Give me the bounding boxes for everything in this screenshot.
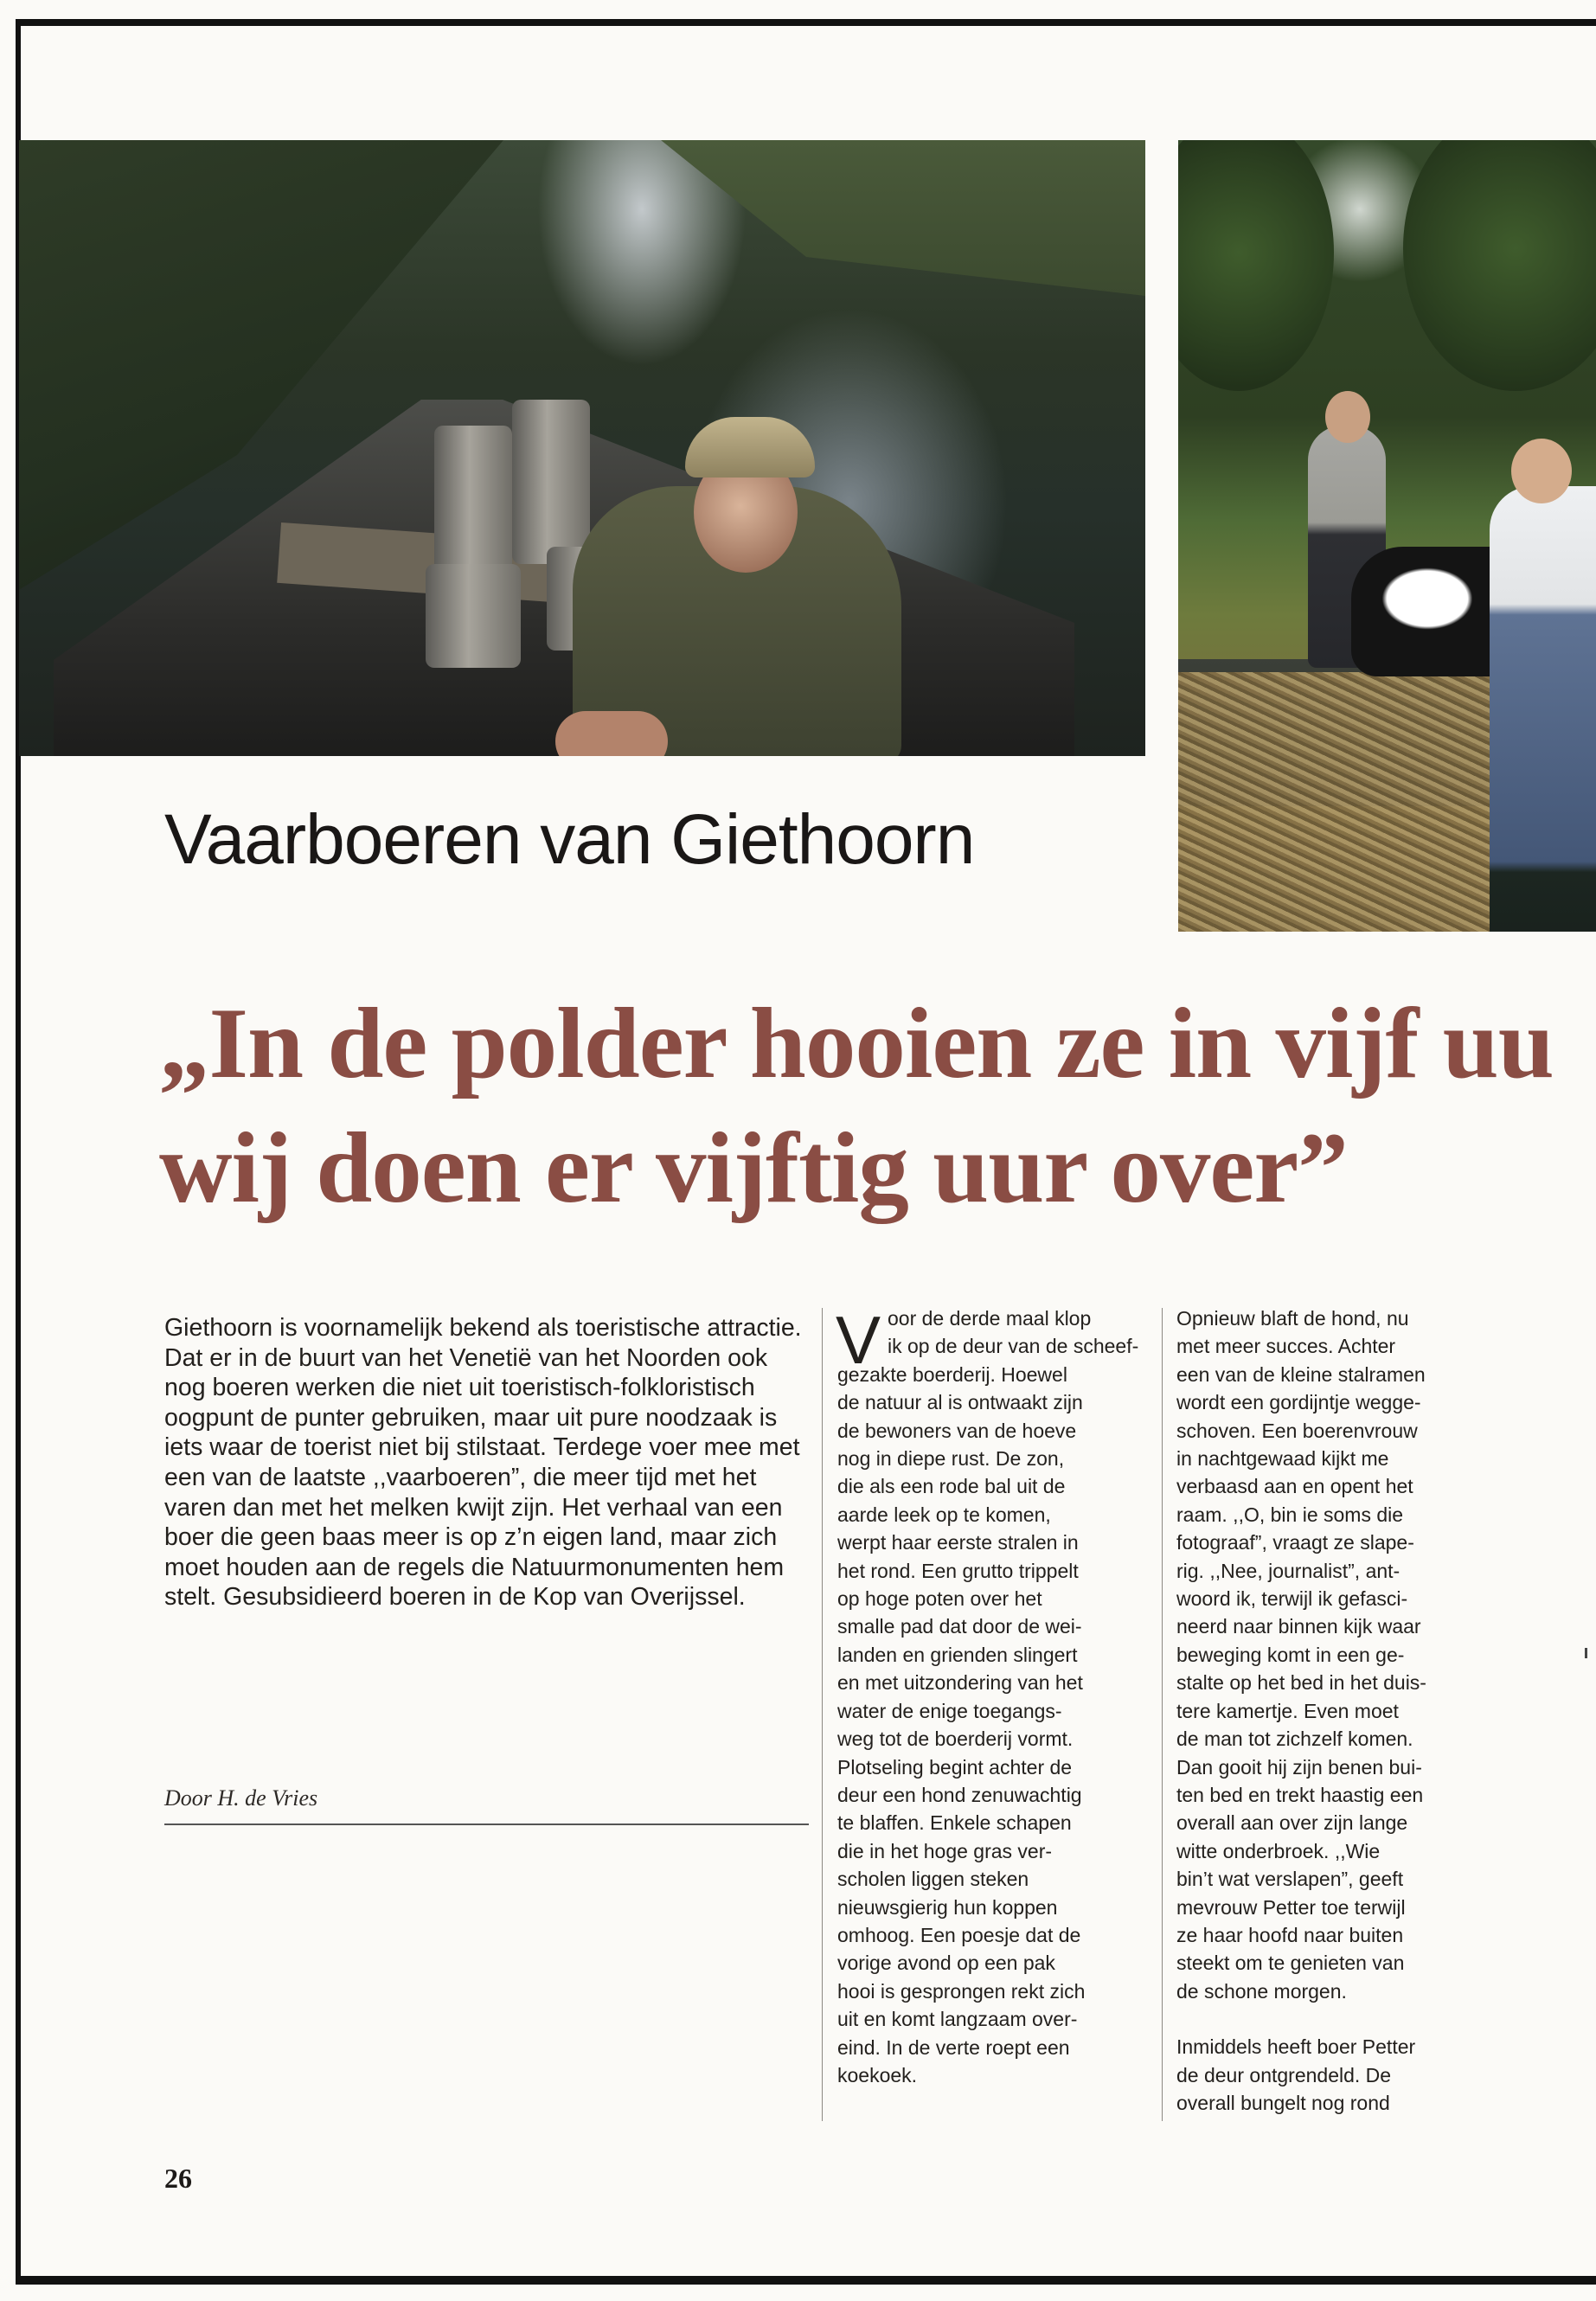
column-line: de natuur al is ontwaakt zijn	[837, 1391, 1083, 1414]
column-line: ze haar hoofd naar buiten	[1176, 1923, 1404, 1946]
photo-farmers-with-cow	[1178, 140, 1596, 932]
column-line: het rond. Een grutto trippelt	[837, 1559, 1079, 1582]
column-line: en met uitzondering van het	[837, 1671, 1083, 1695]
intro-paragraph: Giethoorn is voornamelijk bekend als toeristische attractie. Dat er in de buurt van het Venetië van het Noorden ook nog boeren werken die niet uit toeristisch-folkloristisch oogpunt de punter gebruiken, maar uit pure noodzaak is iets waar de toerist niet bij stilstaat. Terdege voer mee met een van de laatste ,,vaarboeren”, die meer tijd met het varen dan met het melken kwijt zijn. Het verhaal van een boer die geen baas meer is op z’n eigen land, maar zich moet houden aan de regels die Natuurmonumenten hem stelt. Gesubsidieerd boeren in de Kop van Overijssel.	[164, 1314, 802, 1612]
column-line: bin’t wat verslapen”, geeft	[1176, 1868, 1404, 1891]
margin-mark	[1585, 1648, 1587, 1658]
column-line: raam. ,,O, bin ie soms die	[1176, 1503, 1404, 1526]
column-line: tere kamertje. Even moet	[1176, 1699, 1399, 1722]
column-line: overall bungelt nog rond	[1176, 2091, 1390, 2114]
column-line: oor de derde maal klop	[888, 1307, 1092, 1330]
column-line: woord ik, terwijl ik gefasci-	[1176, 1587, 1408, 1611]
column-line: op hoge poten over het	[837, 1587, 1042, 1611]
column-line: de bewoners van de hoeve	[837, 1419, 1077, 1442]
page-border-bottom	[16, 2276, 1596, 2285]
column-line: witte onderbroek. ,,Wie	[1176, 1839, 1381, 1862]
column-line: nieuwsgierig hun koppen	[837, 1895, 1058, 1919]
paragraph-gap	[1176, 2005, 1522, 2033]
page-border-top	[16, 19, 1596, 26]
column-line: koekoek.	[837, 2063, 918, 2086]
column-line: werpt haar eerste stralen in	[837, 1531, 1079, 1554]
headline-line-1: „In de polder hooien ze in vijf uu	[159, 988, 1554, 1099]
column-line: Opnieuw blaft de hond, nu	[1176, 1307, 1409, 1330]
column-line: eind. In de verte roept een	[837, 2035, 1070, 2059]
column-rule-1	[822, 1308, 823, 2121]
column-line: met meer succes. Achter	[1176, 1335, 1396, 1358]
column-line: beweging komt in een ge-	[1176, 1643, 1405, 1666]
column-line: hooi is gesprongen rekt zich	[837, 1979, 1086, 2003]
article-column-2	[837, 1304, 1153, 2089]
column-line: verbaasd aan en opent het	[1176, 1475, 1413, 1498]
drop-cap: V	[836, 1302, 881, 1378]
column-line: rig. ,,Nee, journalist”, ant-	[1176, 1559, 1401, 1582]
column-line: deur een hond zenuwachtig	[837, 1783, 1082, 1806]
column-line: schoven. Een boerenvrouw	[1176, 1419, 1418, 1442]
column-line: landen en grienden slingert	[837, 1643, 1078, 1666]
column-line: Dan gooit hij zijn benen bui-	[1176, 1755, 1422, 1779]
column-line: water de enige toegangs-	[837, 1699, 1062, 1722]
column-line: neerd naar binnen kijk waar	[1176, 1615, 1421, 1638]
article-column-3	[1176, 1304, 1522, 2117]
column-line: overall aan over zijn lange	[1176, 1811, 1408, 1835]
column-line: mevrouw Petter toe terwijl	[1176, 1895, 1406, 1919]
photo-farmer-in-boat	[19, 140, 1145, 756]
column-line: ten bed en trekt haastig een	[1176, 1783, 1424, 1806]
column-line: Inmiddels heeft boer Petter	[1176, 2035, 1416, 2059]
page-number: 26	[164, 2163, 192, 2194]
column-line: de schone morgen.	[1176, 1979, 1347, 2003]
column-line: smalle pad dat door de wei-	[837, 1615, 1082, 1638]
column-line: ik op de deur van de scheef-	[888, 1335, 1139, 1358]
column-rule-2	[1162, 1308, 1163, 2121]
column-line: omhoog. Een poesje dat de	[837, 1923, 1081, 1946]
byline: Door H. de Vries	[164, 1785, 809, 1825]
headline-line-2: wij doen er vijftig uur over”	[159, 1112, 1348, 1224]
column-line: fotograaf”, vraagt ze slape-	[1176, 1531, 1414, 1554]
column-line: te blaffen. Enkele schapen	[837, 1811, 1072, 1835]
article-kicker: Vaarboeren van Giethoorn	[164, 800, 975, 879]
column-line: gezakte boerderij. Hoewel	[837, 1362, 1067, 1386]
column-line: uit en komt langzaam over-	[837, 2008, 1078, 2031]
column-line: nog in diepe rust. De zon,	[837, 1447, 1065, 1471]
column-line: weg tot de boerderij vormt.	[837, 1727, 1074, 1751]
article-headline	[159, 982, 1596, 1231]
column-line: aarde leek op te komen,	[837, 1503, 1051, 1526]
column-line: scholen liggen steken	[837, 1868, 1029, 1891]
column-line: steekt om te genieten van	[1176, 1952, 1405, 1975]
column-line: een van de kleine stalramen	[1176, 1362, 1426, 1386]
column-line: die in het hoge gras ver-	[837, 1839, 1053, 1862]
column-line: die als een rode bal uit de	[837, 1475, 1066, 1498]
column-line: stalte op het bed in het duis-	[1176, 1671, 1426, 1695]
column-line: wordt een gordijntje wegge-	[1176, 1391, 1421, 1414]
column-line: de man tot zichzelf komen.	[1176, 1727, 1413, 1751]
column-line: Plotseling begint achter de	[837, 1755, 1073, 1779]
column-line: vorige avond op een pak	[837, 1952, 1055, 1975]
column-line: in nachtgewaad kijkt me	[1176, 1447, 1389, 1471]
column-line: de deur ontgrendeld. De	[1176, 2063, 1392, 2086]
